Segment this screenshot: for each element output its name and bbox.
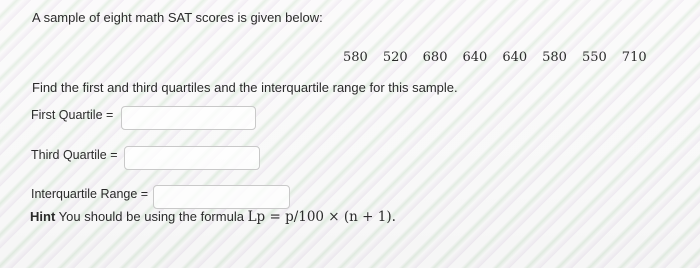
third-quartile-input[interactable]	[124, 146, 260, 170]
hint-formula: Lp = p/100 × (n + 1).	[247, 209, 396, 225]
problem-statement: A sample of eight math SAT scores is given below:	[32, 10, 323, 25]
third-quartile-label: Third Quartile =	[31, 148, 118, 162]
hint-line	[30, 209, 396, 225]
score-value: 520	[382, 50, 408, 65]
score-value: 580	[542, 50, 567, 65]
hint-text: You should be using the formula	[58, 209, 244, 224]
question-text: Find the first and third quartiles and the interquartile range for this sample.	[32, 80, 458, 95]
iqr-input[interactable]	[153, 185, 290, 209]
hint-label: Hint	[30, 209, 56, 224]
score-value: 580	[343, 50, 368, 65]
iqr-label: Interquartile Range =	[31, 187, 149, 201]
first-quartile-label: First Quartile =	[31, 108, 114, 122]
first-quartile-input[interactable]	[121, 106, 256, 130]
score-value: 640	[502, 50, 528, 65]
score-value: 550	[581, 50, 607, 65]
score-value: 640	[462, 50, 488, 65]
score-value: 710	[621, 50, 647, 65]
score-list	[343, 50, 647, 65]
score-value: 680	[422, 50, 448, 65]
